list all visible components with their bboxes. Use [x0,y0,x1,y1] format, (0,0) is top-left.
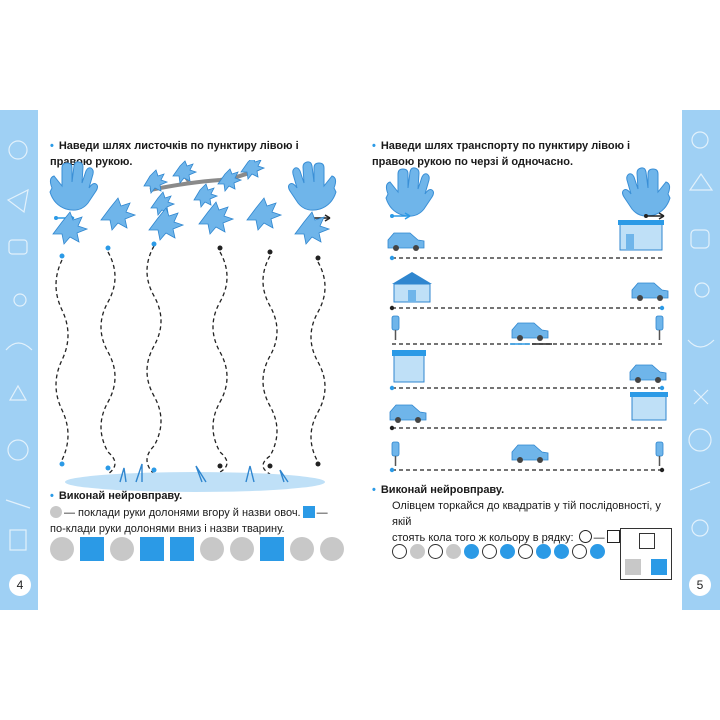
white-square-icon [607,530,620,543]
transport-row-3 [392,316,663,344]
traffic-light-icon [392,442,399,466]
gray-circle-shape [446,544,461,559]
left-edge-strip [0,110,38,610]
traffic-light-icon [392,316,399,340]
gray-circle-icon [50,506,62,518]
blue-circle-shape [464,544,479,559]
white-circle-shape [428,544,443,559]
blue-square-shape [170,537,194,561]
bullet-icon: • [50,140,54,152]
right-hand-icon [623,168,671,219]
neuro-exercise-rules-right: Олівцем торкайся до квадратів у тій послідовності, у якій стоять кола того ж кольору в рядку: — [392,500,661,544]
blue-square-shape [140,537,164,561]
leaf-tracing-area [40,160,358,540]
gray-circle-shape [410,544,425,559]
transport-row-4 [390,350,666,390]
workbook-spread [0,110,720,610]
page-number-right: 5 [689,574,711,596]
branch-with-leaves-icon [144,160,264,215]
white-square [639,533,655,549]
blue-circle-shape [554,544,569,559]
right-page [362,110,680,610]
maple-leaf-icon [247,198,281,230]
gray-circle-shape [320,537,344,561]
white-circle-shape [572,544,587,559]
car-icon [630,365,666,383]
circle-sequence-right [392,544,605,559]
left-hand-icon [386,168,434,219]
maple-leaf-icon [149,208,183,240]
maple-leaf-icon [101,198,135,230]
left-hand-icon [50,162,98,221]
car-icon [512,445,548,463]
leaf-path-4 [199,202,233,472]
blue-circle-shape [536,544,551,559]
gray-circle-shape [110,537,134,561]
doodle-pattern-icon [682,110,720,610]
right-edge-strip [682,110,720,610]
traffic-light-icon [656,316,663,340]
gray-circle-shape [290,537,314,561]
neuro-exercise-heading-right: • Виконай нейровправу. [372,484,505,496]
gray-circle-shape [50,537,74,561]
white-circle-shape [518,544,533,559]
bullet-icon: • [50,490,54,502]
maple-leaf-icon [295,212,329,244]
transport-tracing-area [362,166,680,466]
white-circle-shape [482,544,497,559]
leaf-task-instruction: • Наведи шлях листочків по пунктиру лівою і правою рукою. [50,140,299,168]
neuro-exercise-rules-left: — поклади руки долонями вгору й назви овоч. — по-клади руки долонями вниз і назви тварину. [50,507,328,535]
white-circle-shape [392,544,407,559]
neuro-exercise-heading-left: • Виконай нейровправу. [50,490,183,502]
maple-leaf-icon [199,202,233,234]
left-page [40,110,358,610]
house-icon [392,272,432,302]
car-icon [390,405,426,423]
car-icon [512,323,548,341]
gas-station-icon [618,220,664,250]
transport-task-instruction: • Наведи шлях транспорту по пунктиру лівою і правою рукою по черзі й одночасно. [372,140,631,168]
blue-square [651,559,667,575]
maple-leaf-icon [53,212,87,244]
blue-circle-shape [590,544,605,559]
transport-row-6 [362,440,680,480]
blue-square-shape [80,537,104,561]
blue-square-shape [260,537,284,561]
gray-square [625,559,641,575]
transport-row-1 [388,220,664,260]
gray-circle-shape [200,537,224,561]
blue-circle-shape [500,544,515,559]
transport-row-2 [390,272,668,310]
page-number-left: 4 [9,574,31,596]
doodle-pattern-icon [0,110,38,610]
shop-icon [392,350,426,382]
leaf-path-3 [147,208,183,474]
white-circle-icon [579,530,592,543]
blue-square-icon [303,506,315,518]
gray-circle-shape [230,537,254,561]
shape-sequence-left [50,537,344,561]
traffic-light-icon [656,442,663,466]
color-square-key [620,528,672,580]
leaf-path-1 [53,212,87,467]
leaf-path-5 [247,198,281,474]
bullet-icon: • [372,140,376,152]
bus-stop-icon [630,392,668,420]
bullet-icon: • [372,484,376,496]
car-icon [388,233,424,251]
car-icon [632,283,668,301]
leaf-path-6 [295,212,329,467]
leaf-path-2 [101,198,135,474]
transport-row-5 [390,392,668,430]
